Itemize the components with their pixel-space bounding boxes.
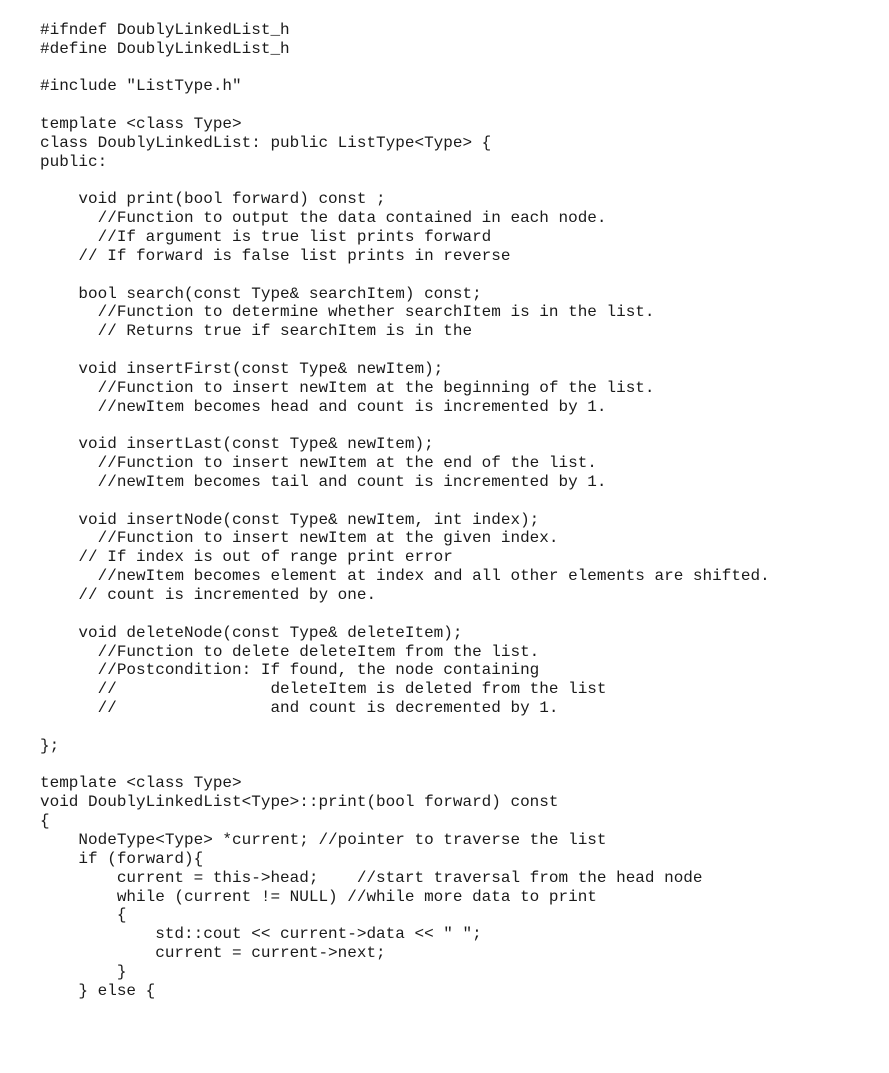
code-line: std::cout << current->data << " "; (40, 925, 482, 944)
code-line: NodeType<Type> *current; //pointer to traverse the list (40, 830, 607, 849)
code-line: bool search(const Type& searchItem) const; (40, 284, 482, 303)
code-line (40, 171, 770, 190)
code-line: //Postcondition: If found, the node containing (40, 661, 540, 680)
code-line: } (40, 962, 127, 981)
code-line (40, 416, 770, 435)
code-line: template <class Type> (40, 114, 242, 133)
code-line: }; (40, 736, 60, 755)
code-line: //Function to output the data contained in each node. (40, 209, 607, 228)
code-line (40, 492, 770, 511)
code-line: #include "ListType.h" (40, 77, 242, 96)
code-line (40, 718, 770, 737)
code-line: // If index is out of range print error (40, 548, 453, 567)
code-line: // Returns true if searchItem is in the (40, 322, 473, 341)
code-line: } else { (40, 981, 156, 1000)
code-line: template <class Type> (40, 774, 242, 793)
code-line: while (current != NULL) //while more data to print (40, 887, 597, 906)
code-line: //newItem becomes element at index and all other elements are shifted. (40, 567, 770, 586)
code-line (40, 756, 770, 775)
code-line: #ifndef DoublyLinkedList_h (40, 20, 290, 39)
code-line: // and count is decremented by 1. (40, 699, 559, 718)
code-line: void insertLast(const Type& newItem); (40, 435, 434, 454)
code-line (40, 2, 770, 21)
code-line: //Function to insert newItem at the end of the list. (40, 454, 597, 473)
code-line: { (40, 906, 127, 925)
code-line: // count is incremented by one. (40, 586, 377, 604)
code-line: //newItem becomes head and count is incremented by 1. (40, 397, 607, 416)
code-line: // deleteItem is deleted from the list (40, 680, 607, 699)
code-line: //Function to delete deleteItem from the list. (40, 642, 540, 661)
source-code (40, 0, 770, 1001)
code-line: //Function to insert newItem at the beginning of the list. (40, 378, 655, 397)
code-line (40, 58, 770, 77)
code-line: //Function to insert newItem at the given index. (40, 529, 559, 548)
code-line: void insertNode(const Type& newItem, int index); (40, 510, 540, 529)
code-line: //newItem becomes tail and count is incremented by 1. (40, 472, 607, 491)
code-line: current = current->next; (40, 944, 386, 963)
code-line: #define DoublyLinkedList_h (40, 39, 290, 58)
code-line: class DoublyLinkedList: public ListType<Type> { (40, 133, 492, 152)
code-line (40, 605, 770, 624)
code-line: void deleteNode(const Type& deleteItem); (40, 623, 463, 642)
code-line: void print(bool forward) const ; (40, 190, 386, 209)
code-line (40, 266, 770, 285)
code-line: public: (40, 152, 108, 171)
code-line: if (forward){ (40, 849, 204, 868)
code-line: //If argument is true list prints forward (40, 227, 492, 246)
code-line: void insertFirst(const Type& newItem); (40, 359, 444, 378)
code-line (40, 96, 770, 115)
code-line (40, 341, 770, 360)
code-line: { (40, 812, 50, 831)
code-line: void DoublyLinkedList<Type>::print(bool forward) const (40, 793, 559, 812)
code-line: // If forward is false list prints in reverse (40, 246, 511, 265)
code-line: //Function to determine whether searchItem is in the list. (40, 303, 655, 322)
code-line: current = this->head; //start traversal from the head node (40, 868, 703, 887)
